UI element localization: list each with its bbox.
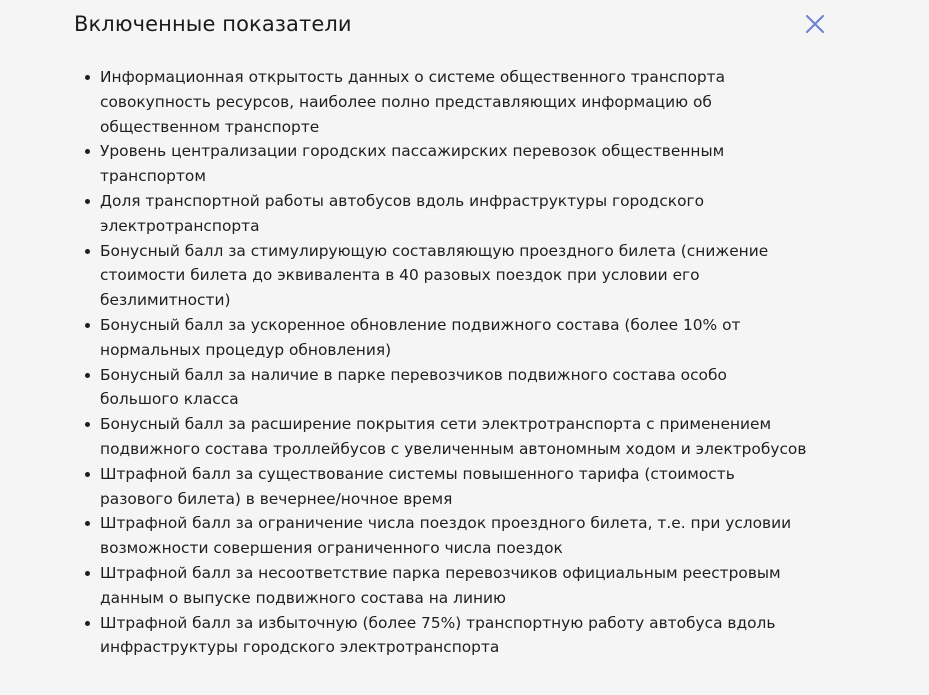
- list-item-text: Бонусный балл за ускоренное обновление подвижного состава (более 10% от нормальных процедур обновления): [100, 315, 741, 359]
- list-item: [100, 511, 840, 561]
- bullet-icon: [85, 249, 90, 254]
- list-item: [100, 412, 840, 462]
- list-item: [100, 239, 840, 313]
- bullet-icon: [85, 422, 90, 427]
- list-item: [100, 611, 840, 661]
- list-item: [100, 462, 840, 512]
- bullet-icon: [85, 571, 90, 576]
- bullet-icon: [85, 621, 90, 626]
- list-item: [100, 139, 840, 189]
- list-item-text: Бонусный балл за стимулирующую составляющую проездного билета (снижение стоимости билета до эквивалента в 40 разовых поездок при условии его безлимитности): [100, 241, 769, 310]
- list-item-text: Штрафной балл за избыточную (более 75%) транспортную работу автобуса вдоль инфраструктуры городского электротранспорта: [100, 613, 776, 657]
- bullet-icon: [85, 373, 90, 378]
- bullet-icon: [85, 199, 90, 204]
- close-button[interactable]: [802, 11, 828, 37]
- list-item-text: Информационная открытость данных о системе общественного транспорта совокупность ресурсов, наиболее полно представляющих информацию об общественном транспорте: [100, 68, 726, 136]
- list-item-text: Уровень централизации городских пассажирских перевозок общественным транспортом: [100, 142, 725, 186]
- close-icon: [802, 11, 828, 37]
- list-item: [100, 313, 840, 363]
- list-item-text: Штрафной балл за несоответствие парка перевозчиков официальным реестровым данным о выпуске подвижного состава на линию: [100, 563, 781, 607]
- bullet-icon: [85, 521, 90, 526]
- list-item: [100, 561, 840, 611]
- bullet-icon: [85, 323, 90, 328]
- bullet-icon: [85, 149, 90, 154]
- bullet-icon: [85, 75, 90, 80]
- list-item: [100, 363, 840, 413]
- list-item-text: Доля транспортной работы автобусов вдоль инфраструктуры городского электротранспорта: [100, 191, 704, 235]
- list-item-text: Штрафной балл за существование системы повышенного тарифа (стоимость разового билета) в вечернее/ночное время: [100, 464, 735, 508]
- list-item-text: Штрафной балл за ограничение числа поездок проездного билета, т.е. при условии возможности совершения ограниченного числа поездок: [100, 514, 792, 558]
- dialog-title: Включенные показатели: [74, 12, 352, 36]
- list-item-text: Бонусный балл за расширение покрытия сети электротранспорта с применением подвижного состава троллейбусов с увеличенным автономным ходом и электробусов: [100, 415, 807, 458]
- list-item: [100, 65, 840, 139]
- list-item-text: Бонусный балл за наличие в парке перевозчиков подвижного состава особо большого класса: [100, 365, 727, 409]
- bullet-icon: [85, 472, 90, 477]
- indicators-list: [100, 65, 840, 660]
- list-item: [100, 189, 840, 239]
